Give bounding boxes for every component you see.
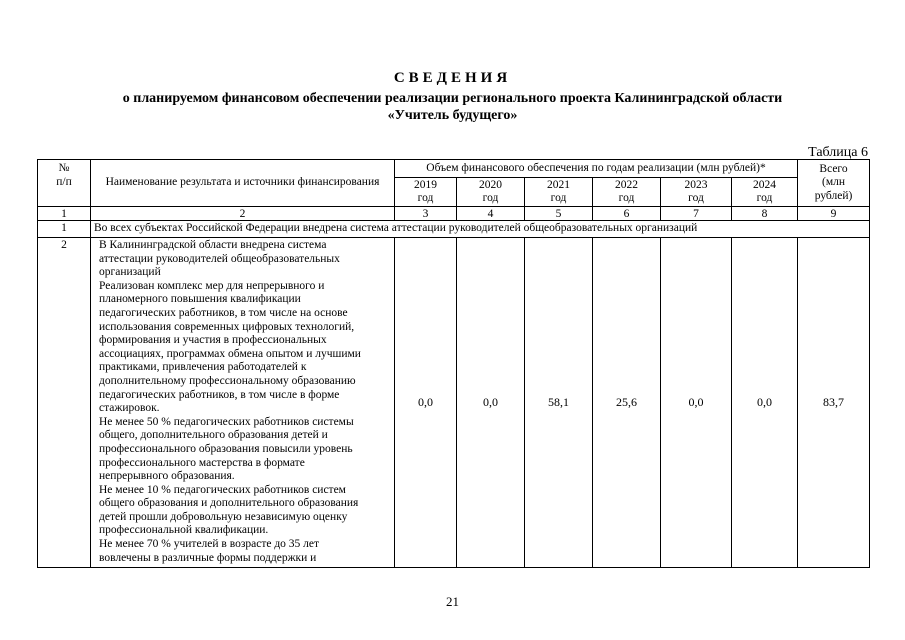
- row-description: В Калининградской области внедрена система аттестации руководителей общеобразовательных организаций Реализован комплекс мер для непрерывного и планомерного повышения квалификации педагогических работников, в том числе на основе использования современных цифровых технологий, формирования и участия в профессиональных ассоциациях, программах обмена опытом и лучшими практиками, привлечения работодателей к дополнительному профессиональному образованию педагогических работников, в том числе в форме стажировок. Не менее 50 % педагогических работников системы общего, дополнительного образования детей и профессионального образования повысили уровень профессионального мастерства в формате непрерывного образования. Не менее 10 % педагогических работников систем общего образования и дополнительного образования детей прошли добровольную независимую оценку профессиональной квалификации. Не менее 70 % учителей в возрасте до 35 лет вовлечены в различные формы поддержки и: [91, 238, 395, 568]
- column-number: 1: [38, 207, 91, 221]
- project-name: «Учитель будущего»: [387, 108, 518, 123]
- value-cell: 0,0: [395, 238, 457, 568]
- year-unit: год: [417, 192, 434, 204]
- year-value: 2020: [479, 179, 502, 191]
- year-header: [593, 178, 661, 207]
- year-unit: год: [550, 192, 567, 204]
- header-total: Всего (млн рублей): [798, 160, 870, 207]
- table-row: [38, 221, 870, 238]
- column-number: 9: [798, 207, 870, 221]
- column-number: 6: [593, 207, 661, 221]
- year-unit: год: [482, 192, 499, 204]
- column-number: 8: [732, 207, 798, 221]
- year-value: 2022: [615, 179, 638, 191]
- year-value: 2019: [414, 179, 437, 191]
- column-number: 7: [661, 207, 732, 221]
- year-value: 2023: [684, 179, 708, 191]
- total-cell: 83,7: [798, 238, 870, 568]
- header-row: [38, 160, 870, 178]
- year-header: [457, 178, 525, 207]
- year-unit: год: [618, 192, 635, 204]
- column-number: 2: [91, 207, 395, 221]
- column-number: 3: [395, 207, 457, 221]
- year-header: [732, 178, 798, 207]
- value-cell: 0,0: [457, 238, 525, 568]
- year-header: [661, 178, 732, 207]
- page-number: 21: [446, 594, 459, 609]
- value-cell: 0,0: [661, 238, 732, 568]
- column-numbers-row: [38, 207, 870, 221]
- year-value: 2021: [547, 179, 570, 191]
- column-number: 5: [525, 207, 593, 221]
- year-header: [525, 178, 593, 207]
- header-volume: Объем финансового обеспечения по годам реализации (млн рублей)*: [395, 160, 798, 178]
- year-unit: год: [756, 192, 773, 204]
- value-cell: 58,1: [525, 238, 593, 568]
- row-description: Во всех субъектах Российской Федерации внедрена система аттестации руководителей общеобразовательных организаций: [91, 221, 870, 238]
- table-row: [38, 238, 870, 568]
- financing-table: [37, 159, 870, 568]
- table-label: Таблица 6: [808, 145, 868, 160]
- header-name: Наименование результата и источники финансирования: [91, 160, 395, 207]
- document-title: СВЕДЕНИЯ: [393, 70, 512, 86]
- row-number: 1: [38, 221, 91, 238]
- year-unit: год: [688, 192, 704, 204]
- value-cell: 25,6: [593, 238, 661, 568]
- year-header: [395, 178, 457, 207]
- column-number: 4: [457, 207, 525, 221]
- document-subtitle: о планируемом финансовом обеспечении реализации регионального проекта Калининградской области: [122, 91, 783, 106]
- header-num: № п/п: [38, 160, 91, 207]
- row-number: 2: [38, 238, 91, 568]
- year-value: 2024: [753, 179, 776, 191]
- value-cell: 0,0: [732, 238, 798, 568]
